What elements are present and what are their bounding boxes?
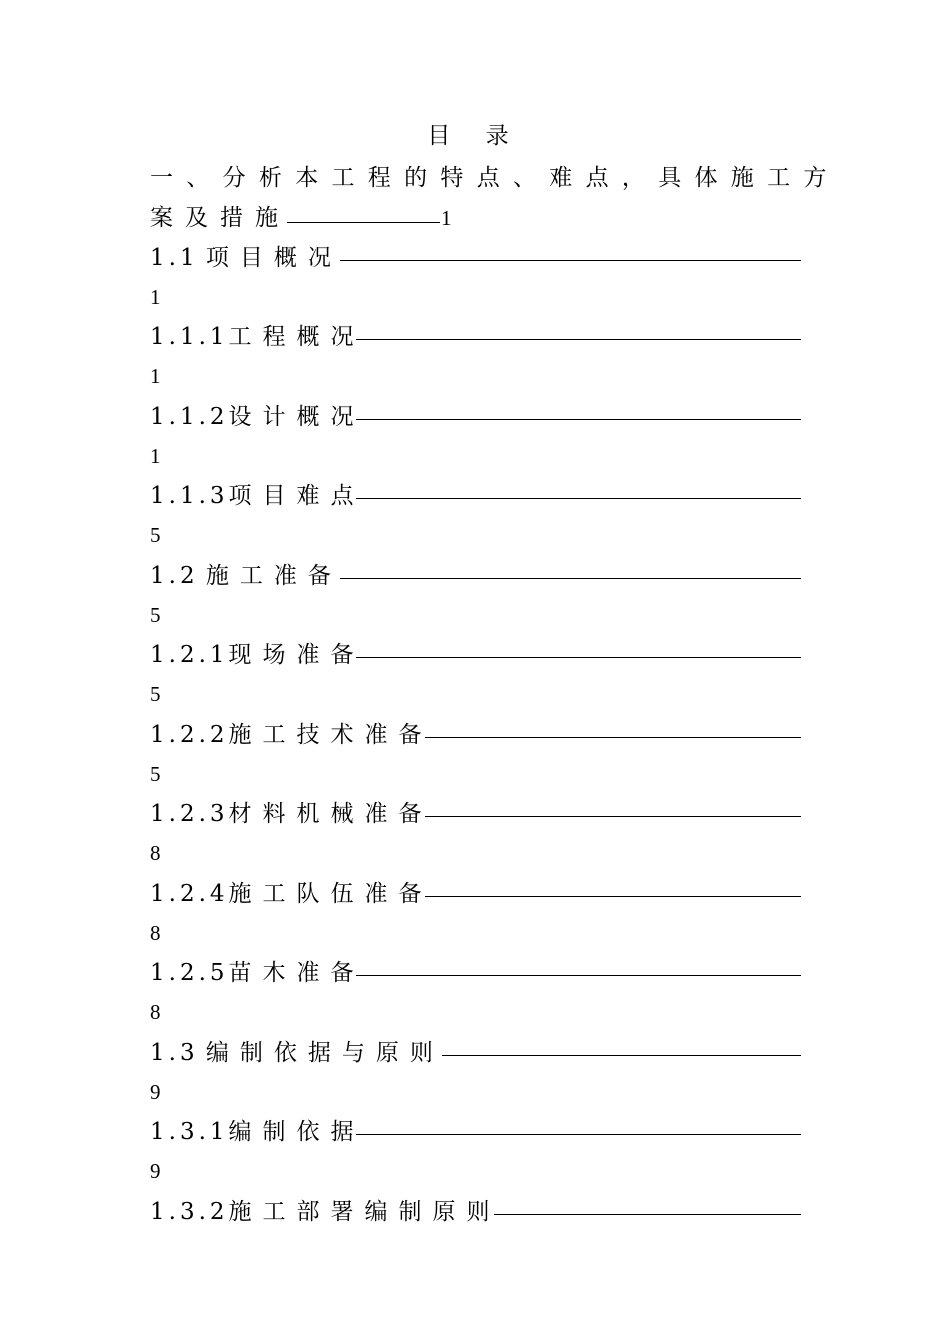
toc-entry-number: 1.3.2	[150, 1199, 229, 1225]
toc-entry-label: 项目概况	[205, 245, 342, 271]
toc-leader-line	[340, 260, 801, 261]
toc-entry-number: 1.1.2	[150, 404, 229, 430]
toc-leader-line	[356, 657, 801, 658]
toc-entry-label: 设计概况	[228, 404, 365, 430]
toc-entry-label: 施工技术准备	[228, 722, 433, 748]
toc-leader-line	[356, 339, 801, 340]
toc-entry-label: 编制依据	[228, 1119, 365, 1145]
toc-page-number: 8	[150, 841, 161, 865]
toc-leader-line	[442, 1055, 801, 1056]
toc-page-number: 8	[150, 1000, 161, 1024]
toc-page-number: 1	[441, 206, 452, 230]
toc-title: 目 录	[427, 123, 523, 149]
toc-leader-line	[425, 816, 801, 817]
toc-page-number: 1	[150, 444, 161, 468]
toc-page-number: 8	[150, 921, 161, 945]
toc-entry-label: 施工准备	[205, 563, 342, 589]
toc-page-number: 5	[150, 523, 161, 547]
toc-leader-line	[287, 222, 440, 223]
toc-entry-number: 1.2.3	[150, 801, 229, 827]
toc-entry-number: 1.3.1	[150, 1119, 229, 1145]
toc-leader-line	[356, 975, 801, 976]
toc-entry-label: 材料机械准备	[228, 801, 433, 827]
toc-leader-line	[356, 419, 801, 420]
toc-chapter-heading-line1: 一、分析本工程的特点、难点，具体施工方	[150, 165, 840, 191]
toc-leader-line	[340, 578, 801, 579]
toc-page-number: 1	[150, 364, 161, 388]
toc-entry-number: 1.2	[150, 563, 199, 589]
toc-leader-line	[356, 1134, 801, 1135]
toc-entry-number: 1.2.2	[150, 722, 229, 748]
toc-page-number: 5	[150, 762, 161, 786]
toc-entry-number: 1.1.3	[150, 483, 229, 509]
toc-entry-label: 工程概况	[228, 324, 365, 350]
toc-entry-label: 编制依据与原则	[205, 1040, 444, 1066]
toc-entry-label: 苗木准备	[228, 960, 365, 986]
toc-entry-label: 施工队伍准备	[228, 881, 433, 907]
toc-page-number: 9	[150, 1080, 161, 1104]
toc-entry-label: 现场准备	[228, 642, 365, 668]
toc-leader-line	[425, 896, 801, 897]
toc-leader-line	[425, 737, 801, 738]
toc-page-number: 5	[150, 682, 161, 706]
toc-leader-line	[494, 1214, 801, 1215]
toc-chapter-heading-line2: 案及措施	[150, 205, 290, 231]
toc-leader-line	[356, 498, 801, 499]
toc-page-number: 5	[150, 603, 161, 627]
toc-entry-number: 1.1	[150, 245, 199, 271]
toc-page-number: 9	[150, 1159, 161, 1183]
toc-entry-number: 1.2.4	[150, 881, 229, 907]
toc-entry-label: 施工部署编制原则	[228, 1199, 501, 1225]
toc-entry-label: 项目难点	[228, 483, 365, 509]
toc-entry-number: 1.3	[150, 1040, 199, 1066]
toc-page-number: 1	[150, 285, 161, 309]
toc-entry-number: 1.2.5	[150, 960, 229, 986]
toc-entry-number: 1.1.1	[150, 324, 229, 350]
toc-entry-number: 1.2.1	[150, 642, 229, 668]
